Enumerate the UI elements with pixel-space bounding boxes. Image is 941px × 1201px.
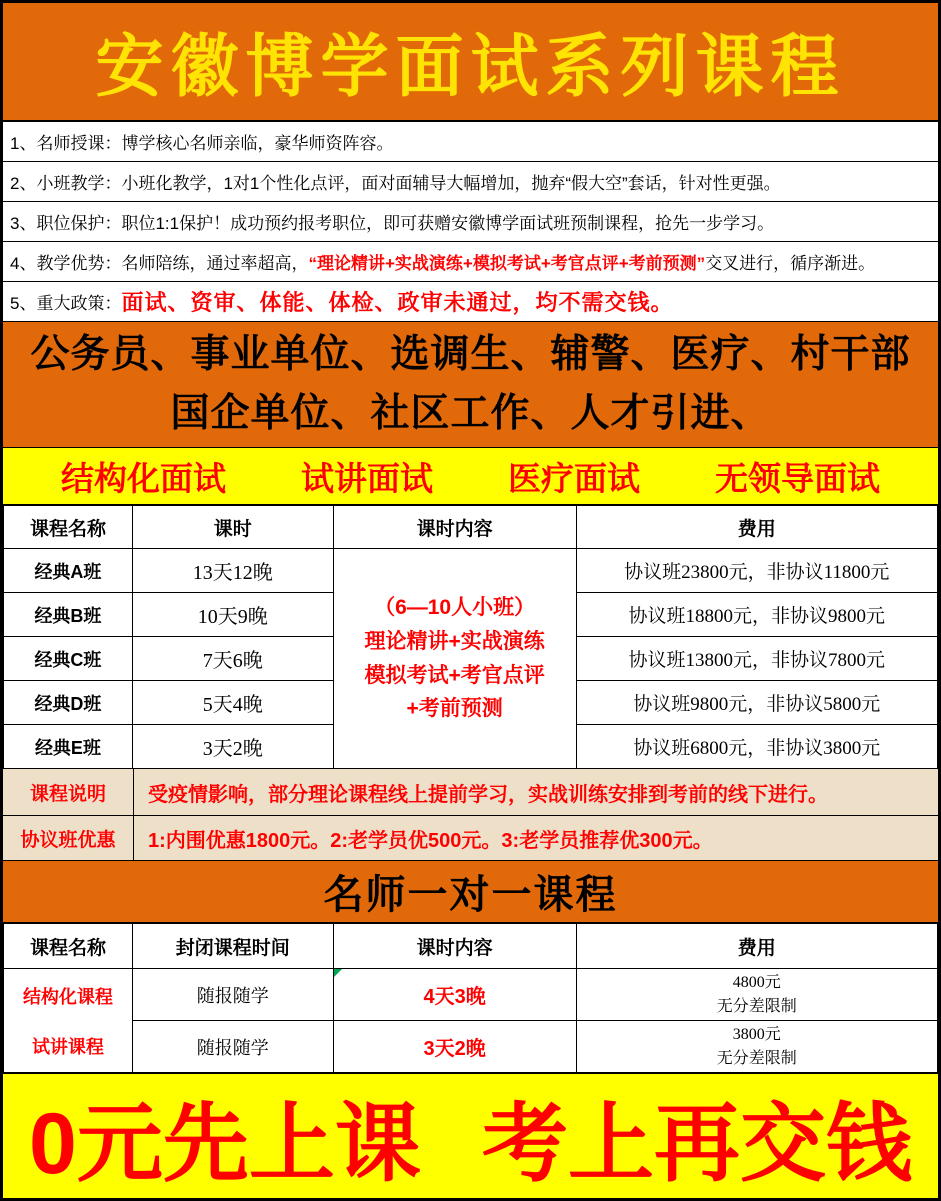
note-row-discounts: [3, 816, 938, 861]
footer-slogan-banner: [3, 1073, 938, 1198]
interview-type-2: 试讲面试: [301, 459, 433, 497]
fee-note: 无分差限制: [716, 1049, 797, 1067]
col-header-course-name: 课程名称: [4, 924, 133, 969]
audience-line-2: 国企单位、社区工作、人才引进、: [170, 391, 771, 435]
fee-note: 无分差限制: [716, 997, 797, 1015]
course-duration-text: 4天3晚: [423, 986, 486, 1008]
class-content-merged-cell: [333, 549, 576, 769]
table-row: [4, 549, 938, 593]
feature-text-prefix: 4、教学优势：名师陪练，通过率超高，: [10, 254, 309, 273]
course-duration: [333, 1021, 576, 1073]
interview-types-banner: [3, 448, 938, 505]
feature-text-suffix: 交叉进行，循序渐进。: [705, 254, 876, 273]
course-name-lecture: 试讲课程: [31, 1036, 104, 1057]
col-header-course-name: 课程名称: [4, 506, 133, 549]
note-label: 课程说明: [3, 769, 134, 815]
poster-title: 安徽博学面试系列课程: [95, 27, 846, 107]
class-fee: 协议班9800元，非协议5800元: [576, 681, 937, 725]
audience-banner: [3, 322, 938, 448]
table-row: [4, 1021, 938, 1073]
one-on-one-header-row: [4, 924, 938, 969]
class-fee: 协议班13800元，非协议7800元: [576, 637, 937, 681]
class-name: 经典C班: [4, 637, 133, 681]
class-name: 经典D班: [4, 681, 133, 725]
course-table: [3, 505, 938, 769]
class-fee: 协议班23800元，非协议11800元: [576, 549, 937, 593]
course-fee: [576, 969, 937, 1021]
one-on-one-title: 名师一对一课程: [323, 873, 618, 917]
interview-type-4: 无领导面试: [715, 459, 880, 497]
one-on-one-table: [3, 923, 938, 1073]
content-line-3: 模拟考试+考官点评: [364, 663, 545, 687]
interview-type-3: 医疗面试: [508, 459, 640, 497]
feature-item-4: [3, 242, 938, 282]
content-line-4: +考前预测: [406, 697, 503, 721]
course-duration-text: 3天2晚: [423, 1038, 486, 1060]
class-name: 经典B班: [4, 593, 133, 637]
course-duration: [333, 969, 576, 1021]
note-label: 协议班优惠: [3, 816, 134, 860]
feature-text: 2、小班教学：小班化教学，1对1个性化点评，面对面辅导大幅增加，抛弃“假大空”套话，针对性更强。: [10, 174, 781, 193]
one-on-one-banner: [3, 861, 938, 923]
note-row-course-description: [3, 769, 938, 816]
class-hours: 3天2晚: [132, 725, 333, 769]
course-table-header-row: [4, 506, 938, 549]
feature-text: 3、职位保护：职位1:1保护！成功预约报考职位，即可获赠安徽博学面试班预制课程，抢先一步学习。: [10, 214, 775, 233]
class-hours: 7天6晚: [132, 637, 333, 681]
note-text: 受疫情影响，部分理论课程线上提前学习，实战训练安排到考前的线下进行。: [148, 783, 828, 806]
course-fee: [576, 1021, 937, 1073]
footer-slogan-right: 考上再交钱: [482, 1096, 912, 1192]
footer-slogan-left: 0元先上课: [29, 1096, 421, 1192]
feature-item-5: [3, 282, 938, 322]
fee-amount: 4800元: [732, 974, 781, 992]
feature-text: 1、名师授课：博学核心名师亲临，豪华师资阵容。: [10, 134, 394, 153]
fee-amount: 3800元: [732, 1026, 781, 1044]
feature-text-highlight: “理论精讲+实战演练+模拟考试+考官点评+考前预测”: [308, 254, 706, 273]
feature-text-prefix: 5、重大政策：: [10, 294, 122, 313]
class-fee: 协议班18800元，非协议9800元: [576, 593, 937, 637]
one-on-one-course-names-cell: [4, 969, 133, 1073]
content-line-2: 理论精讲+实战演练: [364, 629, 545, 653]
feature-item-1: [3, 122, 938, 162]
col-header-hours: 课时: [132, 506, 333, 549]
note-text: 1:内围优惠1800元。2:老学员优500元。3:老学员推荐优300元。: [148, 829, 713, 852]
feature-list: [3, 122, 938, 322]
class-fee: 协议班6800元，非协议3800元: [576, 725, 937, 769]
course-schedule: 随报随学: [132, 1021, 333, 1073]
course-schedule: 随报随学: [132, 969, 333, 1021]
col-header-content: 课时内容: [333, 506, 576, 549]
feature-item-2: [3, 162, 938, 202]
audience-line-1: 公务员、事业单位、选调生、辅警、医疗、村干部: [30, 333, 911, 376]
title-banner: [3, 3, 938, 122]
col-header-content: 课时内容: [333, 924, 576, 969]
class-name: 经典E班: [4, 725, 133, 769]
course-name-structured: 结构化课程: [22, 986, 113, 1007]
class-hours: 13天12晚: [132, 549, 333, 593]
class-hours: 10天9晚: [132, 593, 333, 637]
col-header-fee: 费用: [576, 506, 937, 549]
table-row: [4, 969, 938, 1021]
feature-text-highlight: 面试、资审、体能、体检、政审未通过，均不需交钱。: [121, 290, 674, 316]
interview-type-1: 结构化面试: [61, 459, 226, 497]
class-name: 经典A班: [4, 549, 133, 593]
content-line-1: （6—10人小班）: [374, 596, 536, 620]
class-hours: 5天4晚: [132, 681, 333, 725]
comment-marker-icon: [334, 969, 342, 977]
col-header-fee: 费用: [576, 924, 937, 969]
feature-item-3: [3, 202, 938, 242]
col-header-schedule: 封闭课程时间: [132, 924, 333, 969]
